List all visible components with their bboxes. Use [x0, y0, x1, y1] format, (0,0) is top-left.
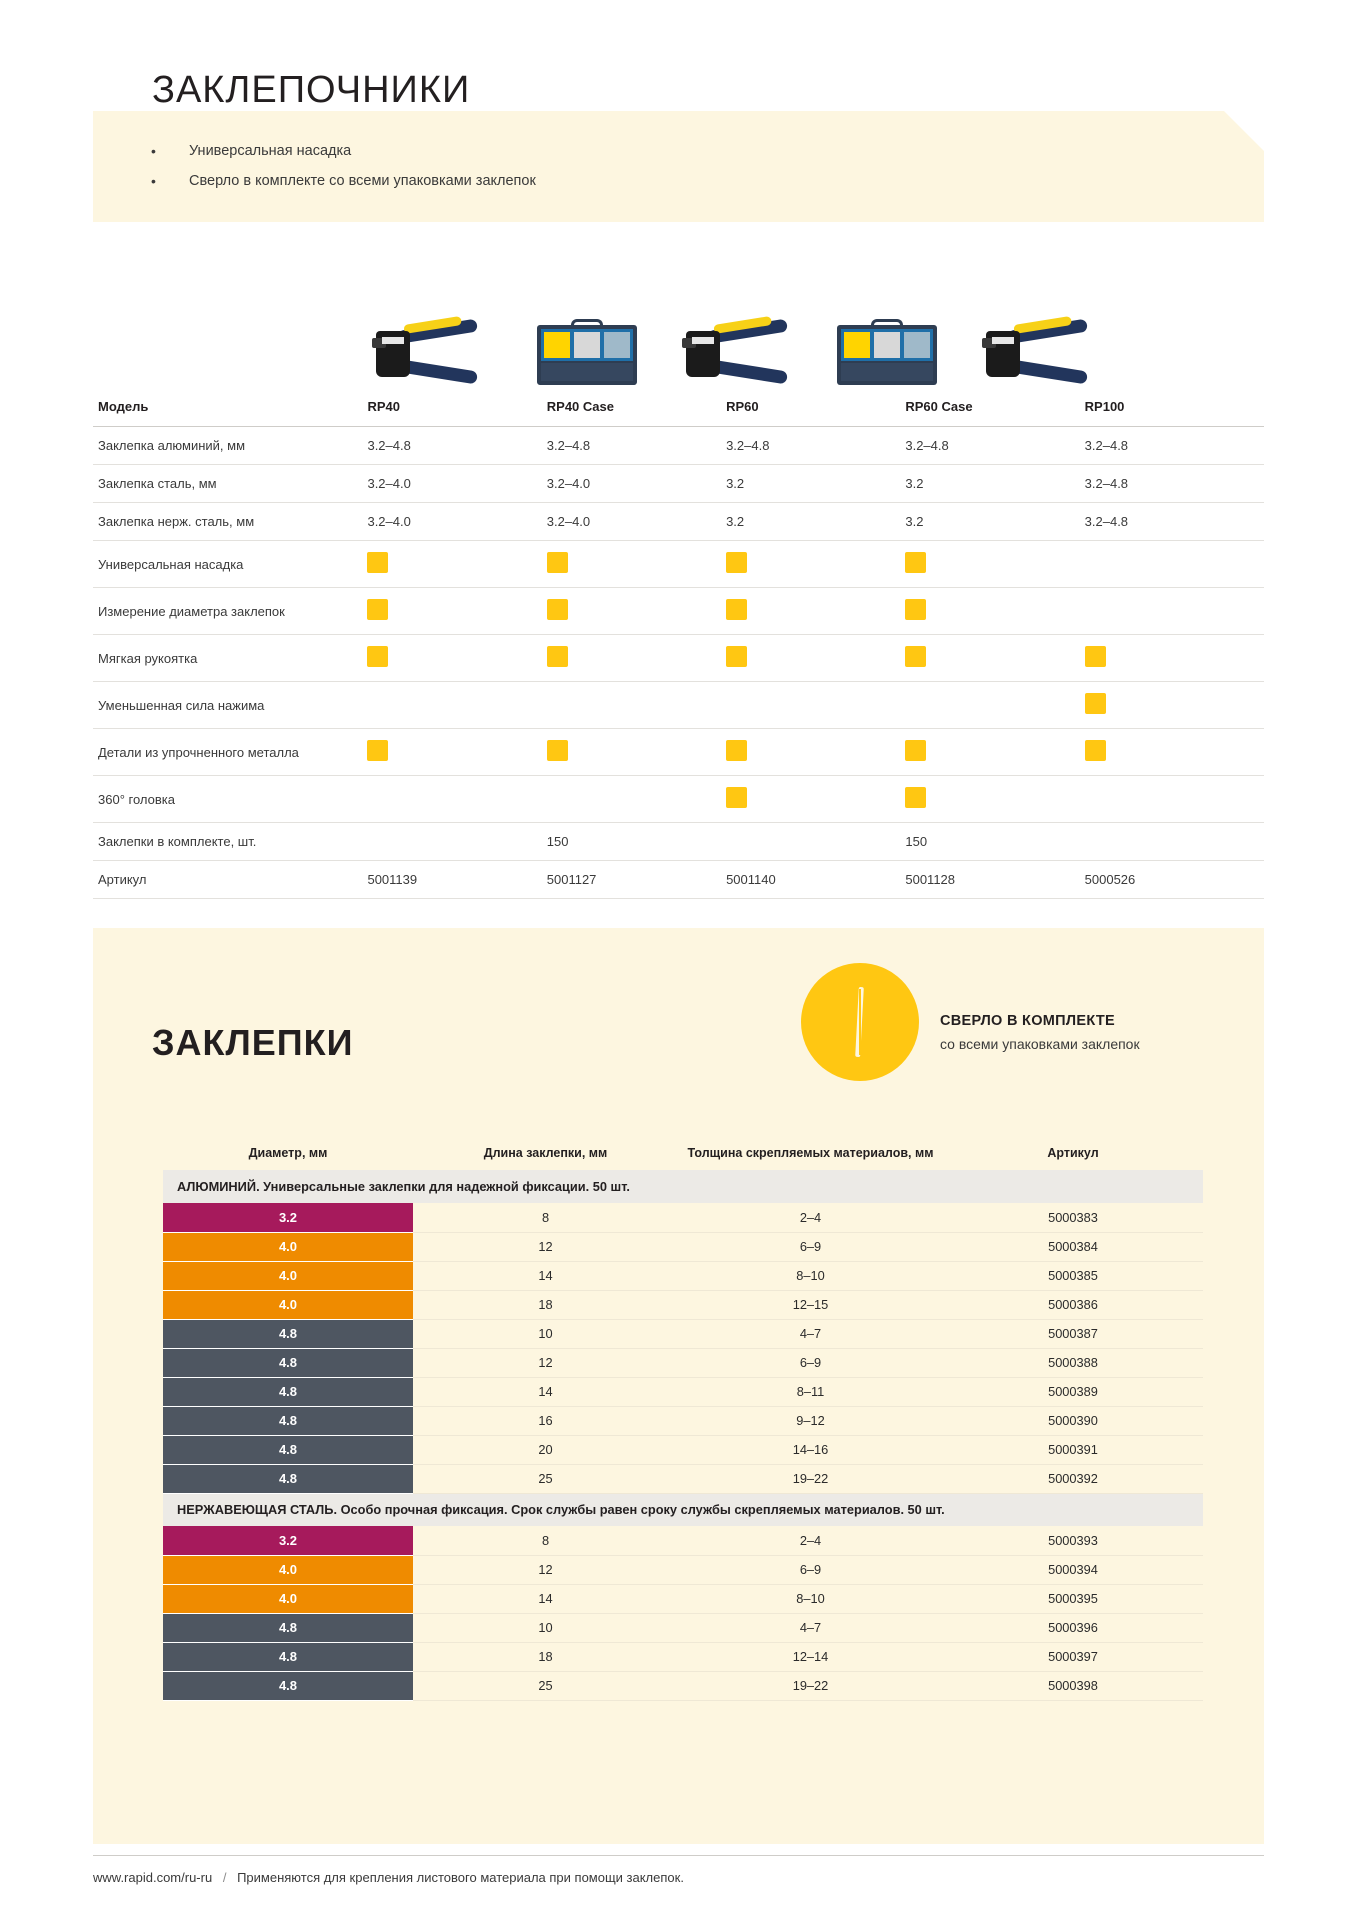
row-label: Мягкая рукоятка: [93, 635, 367, 682]
value-cell: 5001139: [367, 861, 546, 899]
rivet-length: 12: [413, 1232, 678, 1261]
rivets-group-heading-row: [163, 1493, 1203, 1526]
rivets-group-heading: НЕРЖАВЕЮЩАЯ СТАЛЬ. Особо прочная фиксация. Срок службы равен сроку службы скрепляемых материалов. 50 шт.: [163, 1493, 1203, 1526]
rivet-diameter: 4.8: [163, 1319, 413, 1348]
rivets-row: [163, 1584, 1203, 1613]
value-cell: [1085, 823, 1264, 861]
feature-label: Сверло в комплекте со всеми упаковками заклепок: [189, 173, 536, 189]
rivet-diameter: 4.8: [163, 1435, 413, 1464]
rivet-diameter: 4.8: [163, 1671, 413, 1700]
rivets-row: [163, 1464, 1203, 1493]
rivet-thickness: 19–22: [678, 1671, 943, 1700]
riveter-tool-icon: [678, 311, 796, 385]
feature-cell: [905, 682, 1084, 729]
product-image-rp40: [367, 299, 487, 385]
rivet-length: 14: [413, 1584, 678, 1613]
rivets-title: ЗАКЛЕПКИ: [152, 1021, 354, 1063]
check-mark-icon: [1085, 740, 1106, 761]
check-mark-icon: [905, 599, 926, 620]
value-cell: 3.2–4.0: [547, 503, 726, 541]
table-row: [93, 503, 1264, 541]
feature-cell: [726, 588, 905, 635]
rivet-thickness: 19–22: [678, 1464, 943, 1493]
rivet-diameter: 4.8: [163, 1642, 413, 1671]
rivet-length: 18: [413, 1642, 678, 1671]
rivet-diameter: 4.8: [163, 1406, 413, 1435]
value-cell: 3.2–4.8: [1085, 427, 1264, 465]
value-cell: 3.2–4.8: [547, 427, 726, 465]
value-cell: 3.2–4.0: [367, 465, 546, 503]
rivet-thickness: 8–10: [678, 1261, 943, 1290]
value-cell: 3.2–4.0: [547, 465, 726, 503]
feature-cell: [547, 635, 726, 682]
bullet-icon: •: [151, 173, 156, 189]
rivets-column-header-0: Диаметр, мм: [248, 1146, 328, 1160]
rivet-article: 5000393: [943, 1526, 1203, 1555]
product-image-rp40-case: [527, 299, 647, 385]
rivets-column-header-3: Артикул: [1047, 1146, 1099, 1160]
rivet-diameter: 4.0: [163, 1555, 413, 1584]
value-cell: 150: [547, 823, 726, 861]
rivet-article: 5000389: [943, 1377, 1203, 1406]
rivet-thickness: 8–11: [678, 1377, 943, 1406]
rivets-row: [163, 1319, 1203, 1348]
footer-separator: /: [222, 1870, 227, 1885]
feature-cell: [367, 541, 546, 588]
rivet-length: 18: [413, 1290, 678, 1319]
row-label: Заклепка нерж. сталь, мм: [93, 503, 367, 541]
rivets-header-row: [163, 1140, 1203, 1170]
rivet-thickness: 2–4: [678, 1526, 943, 1555]
rivet-article: 5000394: [943, 1555, 1203, 1584]
band-corner-fold-icon: [1224, 111, 1264, 151]
rivet-length: 12: [413, 1348, 678, 1377]
product-image-rp60-case: [827, 299, 947, 385]
rivet-diameter: 4.8: [163, 1377, 413, 1406]
footer-url[interactable]: www.rapid.com/ru-ru: [93, 1870, 213, 1885]
value-cell: 3.2–4.8: [367, 427, 546, 465]
rivets-group-heading: АЛЮМИНИЙ. Универсальные заклепки для надежной фиксации. 50 шт.: [163, 1170, 1203, 1203]
rivets-row: [163, 1232, 1203, 1261]
drill-badge-line1: СВЕРЛО В КОМПЛЕКТЕ: [940, 1013, 1115, 1029]
rivets-column-header-1: Длина заклепки, мм: [483, 1146, 608, 1160]
rivet-diameter: 4.0: [163, 1584, 413, 1613]
check-mark-icon: [547, 599, 568, 620]
rivets-row: [163, 1377, 1203, 1406]
rivet-article: 5000383: [943, 1203, 1203, 1232]
rivet-article: 5000387: [943, 1319, 1203, 1348]
feature-cell: [547, 541, 726, 588]
feature-cell: [367, 729, 546, 776]
table-row: [93, 682, 1264, 729]
check-mark-icon: [905, 646, 926, 667]
row-label: Измерение диаметра заклепок: [93, 588, 367, 635]
rivet-diameter: 4.8: [163, 1464, 413, 1493]
rivets-row: [163, 1406, 1203, 1435]
feature-cell: [726, 776, 905, 823]
rivet-thickness: 14–16: [678, 1435, 943, 1464]
rivet-article: 5000392: [943, 1464, 1203, 1493]
rivet-length: 8: [413, 1203, 678, 1232]
check-mark-icon: [367, 552, 388, 573]
row-label: Артикул: [93, 861, 367, 899]
footer-note: Применяются для крепления листового материала при помощи заклепок.: [237, 1870, 684, 1885]
value-cell: 3.2–4.0: [367, 503, 546, 541]
table-row: [93, 635, 1264, 682]
row-label: Заклепка сталь, мм: [93, 465, 367, 503]
value-cell: 5001128: [905, 861, 1084, 899]
rivet-thickness: 12–15: [678, 1290, 943, 1319]
rivets-row: [163, 1435, 1203, 1464]
rivet-length: 25: [413, 1671, 678, 1700]
rivet-thickness: 12–14: [678, 1642, 943, 1671]
rivet-thickness: 6–9: [678, 1348, 943, 1377]
rivet-length: 14: [413, 1377, 678, 1406]
rivets-column-header-2: Толщина скрепляемых материалов, мм: [687, 1146, 934, 1160]
rivets-row: [163, 1555, 1203, 1584]
rivet-diameter: 4.0: [163, 1232, 413, 1261]
rivet-length: 25: [413, 1464, 678, 1493]
feature-cell: [1085, 776, 1264, 823]
check-mark-icon: [726, 740, 747, 761]
table-row: [93, 776, 1264, 823]
check-mark-icon: [1085, 693, 1106, 714]
rivet-diameter: 3.2: [163, 1203, 413, 1232]
feature-cell: [1085, 541, 1264, 588]
rivets-row: [163, 1526, 1203, 1555]
table-row: [93, 541, 1264, 588]
feature-cell: [367, 776, 546, 823]
value-cell: 3.2–4.8: [905, 427, 1084, 465]
rivet-article: 5000385: [943, 1261, 1203, 1290]
feature-item: [151, 142, 536, 160]
rivet-thickness: 6–9: [678, 1232, 943, 1261]
product-image-rp100: [977, 299, 1097, 385]
value-cell: 5001140: [726, 861, 905, 899]
rivet-thickness: 4–7: [678, 1319, 943, 1348]
feature-cell: [905, 588, 1084, 635]
check-mark-icon: [547, 740, 568, 761]
rivet-thickness: 6–9: [678, 1555, 943, 1584]
table-row: [93, 729, 1264, 776]
drill-bit-icon: [801, 963, 919, 1081]
rivets-table: [163, 1140, 1203, 1701]
rivets-group-heading-row: [163, 1170, 1203, 1203]
value-cell: 5001127: [547, 861, 726, 899]
rivets-row: [163, 1671, 1203, 1700]
feature-cell: [726, 635, 905, 682]
rivet-length: 20: [413, 1435, 678, 1464]
feature-cell: [547, 776, 726, 823]
drill-badge-line2: со всеми упаковками заклепок: [940, 1036, 1140, 1052]
riveter-tool-icon: [368, 311, 486, 385]
rivet-thickness: 2–4: [678, 1203, 943, 1232]
feature-cell: [726, 541, 905, 588]
feature-cell: [547, 682, 726, 729]
table-row: [93, 427, 1264, 465]
value-cell: 3.2–4.8: [1085, 465, 1264, 503]
check-mark-icon: [1085, 646, 1106, 667]
check-mark-icon: [726, 552, 747, 573]
check-mark-icon: [726, 787, 747, 808]
value-cell: 5000526: [1085, 861, 1264, 899]
rivet-diameter: 4.0: [163, 1290, 413, 1319]
value-cell: 150: [905, 823, 1084, 861]
value-cell: 3.2: [726, 465, 905, 503]
feature-cell: [367, 588, 546, 635]
rivet-article: 5000384: [943, 1232, 1203, 1261]
rivet-diameter: 3.2: [163, 1526, 413, 1555]
column-header-model-4: RP100: [1085, 388, 1264, 427]
rivets-row: [163, 1203, 1203, 1232]
row-label: Заклепка алюминий, мм: [93, 427, 367, 465]
value-cell: [726, 823, 905, 861]
value-cell: 3.2–4.8: [726, 427, 905, 465]
rivet-length: 10: [413, 1319, 678, 1348]
footer: [93, 1870, 684, 1885]
table-header-row: [93, 388, 1264, 427]
feature-cell: [1085, 682, 1264, 729]
table-row: [93, 465, 1264, 503]
row-label: Уменьшенная сила нажима: [93, 682, 367, 729]
drill-bit-flute-icon: [859, 989, 861, 1055]
rivets-row: [163, 1290, 1203, 1319]
rivet-length: 16: [413, 1406, 678, 1435]
rivet-thickness: 8–10: [678, 1584, 943, 1613]
feature-cell: [367, 682, 546, 729]
feature-cell: [367, 635, 546, 682]
rivet-article: 5000398: [943, 1671, 1203, 1700]
footer-divider: [93, 1855, 1264, 1856]
feature-cell: [905, 776, 1084, 823]
feature-label: Универсальная насадка: [189, 143, 352, 159]
rivet-article: 5000395: [943, 1584, 1203, 1613]
check-mark-icon: [905, 787, 926, 808]
feature-cell: [905, 635, 1084, 682]
check-mark-icon: [726, 599, 747, 620]
rivet-article: 5000397: [943, 1642, 1203, 1671]
feature-cell: [905, 729, 1084, 776]
value-cell: 3.2: [726, 503, 905, 541]
rivet-thickness: 9–12: [678, 1406, 943, 1435]
rivet-diameter: 4.8: [163, 1613, 413, 1642]
feature-cell: [905, 541, 1084, 588]
check-mark-icon: [726, 646, 747, 667]
check-mark-icon: [547, 646, 568, 667]
feature-cell: [547, 729, 726, 776]
feature-cell: [1085, 729, 1264, 776]
feature-item: [151, 172, 536, 190]
feature-cell: [1085, 588, 1264, 635]
check-mark-icon: [367, 599, 388, 620]
value-cell: [367, 823, 546, 861]
rivets-row: [163, 1613, 1203, 1642]
model-comparison-table: [93, 388, 1264, 899]
rivet-article: 5000391: [943, 1435, 1203, 1464]
page-title: ЗАКЛЕПОЧНИКИ: [152, 69, 471, 112]
feature-list: [151, 142, 536, 202]
rivet-article: 5000388: [943, 1348, 1203, 1377]
feature-cell: [726, 682, 905, 729]
riveter-tool-icon: [978, 311, 1096, 385]
check-mark-icon: [367, 740, 388, 761]
column-header-model-3: RP60 Case: [905, 388, 1084, 427]
check-mark-icon: [367, 646, 388, 667]
rivet-article: 5000390: [943, 1406, 1203, 1435]
rivet-length: 12: [413, 1555, 678, 1584]
column-header-model-2: RP60: [726, 388, 905, 427]
table-row: [93, 823, 1264, 861]
rivet-diameter: 4.0: [163, 1261, 413, 1290]
rivet-article: 5000386: [943, 1290, 1203, 1319]
value-cell: 3.2–4.8: [1085, 503, 1264, 541]
rivets-row: [163, 1348, 1203, 1377]
rivet-length: 8: [413, 1526, 678, 1555]
row-label: Детали из упрочненного металла: [93, 729, 367, 776]
feature-cell: [726, 729, 905, 776]
feature-cell: [1085, 635, 1264, 682]
check-mark-icon: [905, 740, 926, 761]
check-mark-icon: [905, 552, 926, 573]
column-header-model: Модель: [93, 388, 367, 427]
rivet-article: 5000396: [943, 1613, 1203, 1642]
rivet-diameter: 4.8: [163, 1348, 413, 1377]
value-cell: 3.2: [905, 465, 1084, 503]
row-label: Универсальная насадка: [93, 541, 367, 588]
rivet-length: 10: [413, 1613, 678, 1642]
rivet-thickness: 4–7: [678, 1613, 943, 1642]
tool-case-icon: [537, 319, 637, 385]
row-label: 360° головка: [93, 776, 367, 823]
rivet-length: 14: [413, 1261, 678, 1290]
tool-case-icon: [837, 319, 937, 385]
table-row: [93, 861, 1264, 899]
rivets-row: [163, 1642, 1203, 1671]
table-row: [93, 588, 1264, 635]
product-image-row: [93, 290, 1264, 385]
row-label: Заклепки в комплекте, шт.: [93, 823, 367, 861]
value-cell: 3.2: [905, 503, 1084, 541]
feature-highlight-band: [93, 111, 1264, 222]
product-image-rp60: [677, 299, 797, 385]
column-header-model-0: RP40: [367, 388, 546, 427]
rivets-row: [163, 1261, 1203, 1290]
check-mark-icon: [547, 552, 568, 573]
feature-cell: [547, 588, 726, 635]
column-header-model-1: RP40 Case: [547, 388, 726, 427]
bullet-icon: •: [151, 143, 156, 159]
